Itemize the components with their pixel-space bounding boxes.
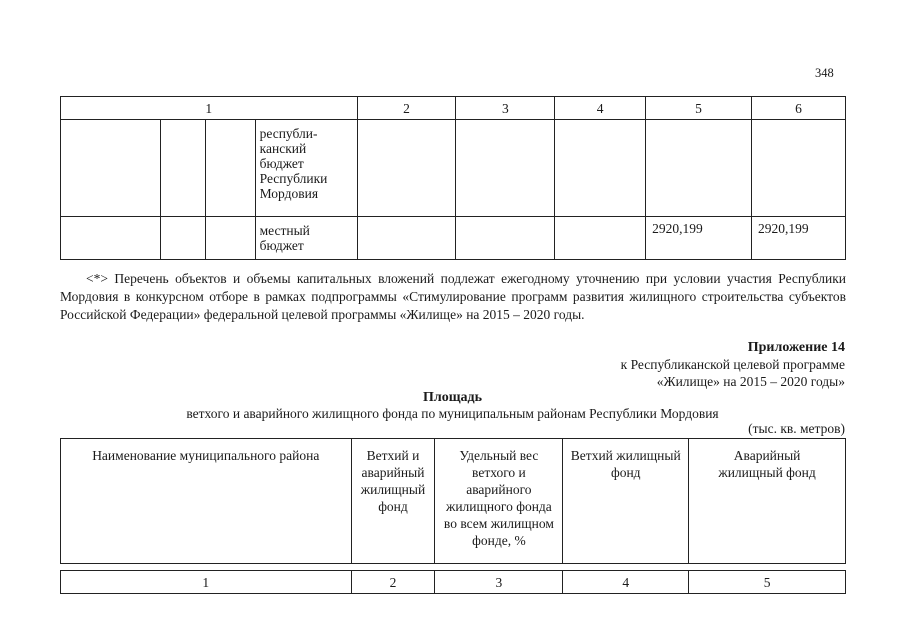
housing-area-table <box>60 438 846 594</box>
header-cell: 2 <box>357 97 456 120</box>
header-cell: 6 <box>752 97 846 120</box>
appendix-reference <box>621 356 845 390</box>
column-number-cell: 3 <box>435 571 563 594</box>
header-cell: 1 <box>61 97 358 120</box>
column-number-cell: 2 <box>351 571 435 594</box>
document-title: Площадь <box>422 390 483 405</box>
appendix-title: Приложение 14 <box>747 340 845 355</box>
units-label: (тыс. кв. метров) <box>748 421 845 436</box>
value-cell <box>752 120 846 217</box>
column-number-cell: 4 <box>563 571 689 594</box>
value-cell: 2920,199 <box>646 217 752 260</box>
value-cell: 2920,199 <box>752 217 846 260</box>
header-cell: Удельный вес ветхого и аварийного жилищного фонда во всем жилищном фонде, % <box>435 439 563 564</box>
footnote: <*> Перечень объектов и объемы капитальных вложений подлежат ежегодному уточнению при условии участия Республики Мордовия в конкурсном отборе в рамках подпрограммы «Стимулирование программ развития жилищного строительства субъектов Российской Федерации» федеральной целевой программы «Жилище» на 2015 – 2020 годы. <box>60 271 846 322</box>
column-number-cell: 5 <box>689 571 846 594</box>
value-cell <box>646 120 752 217</box>
header-cell: 4 <box>555 97 646 120</box>
appendix-line: к Республиканской целевой программе <box>620 357 845 372</box>
header-cell: 3 <box>456 97 555 120</box>
table-row <box>61 217 846 260</box>
header-cell: Ветхий жилищный фонд <box>563 439 689 564</box>
header-cell: Аварийный жилищный фонд <box>689 439 846 564</box>
funding-table-header <box>61 97 846 120</box>
header-cell: Ветхий и аварийный жилищный фонд <box>351 439 435 564</box>
funding-source-cell: местный бюджет <box>255 217 357 260</box>
document-subtitle: ветхого и аварийного жилищного фонда по муниципальным районам Республики Мордовия <box>186 406 719 421</box>
header-cell: 5 <box>646 97 752 120</box>
column-number-row <box>61 571 846 594</box>
funding-table <box>60 96 846 260</box>
header-cell: Наименование муниципального района <box>61 439 352 564</box>
appendix-line: «Жилище» на 2015 – 2020 годы» <box>656 374 845 389</box>
page-number: 348 <box>815 66 834 80</box>
table-row <box>61 120 846 217</box>
housing-table-header <box>61 439 846 564</box>
funding-source-cell: республи- канский бюджет Республики Мордовия <box>255 120 357 217</box>
column-number-cell: 1 <box>61 571 352 594</box>
